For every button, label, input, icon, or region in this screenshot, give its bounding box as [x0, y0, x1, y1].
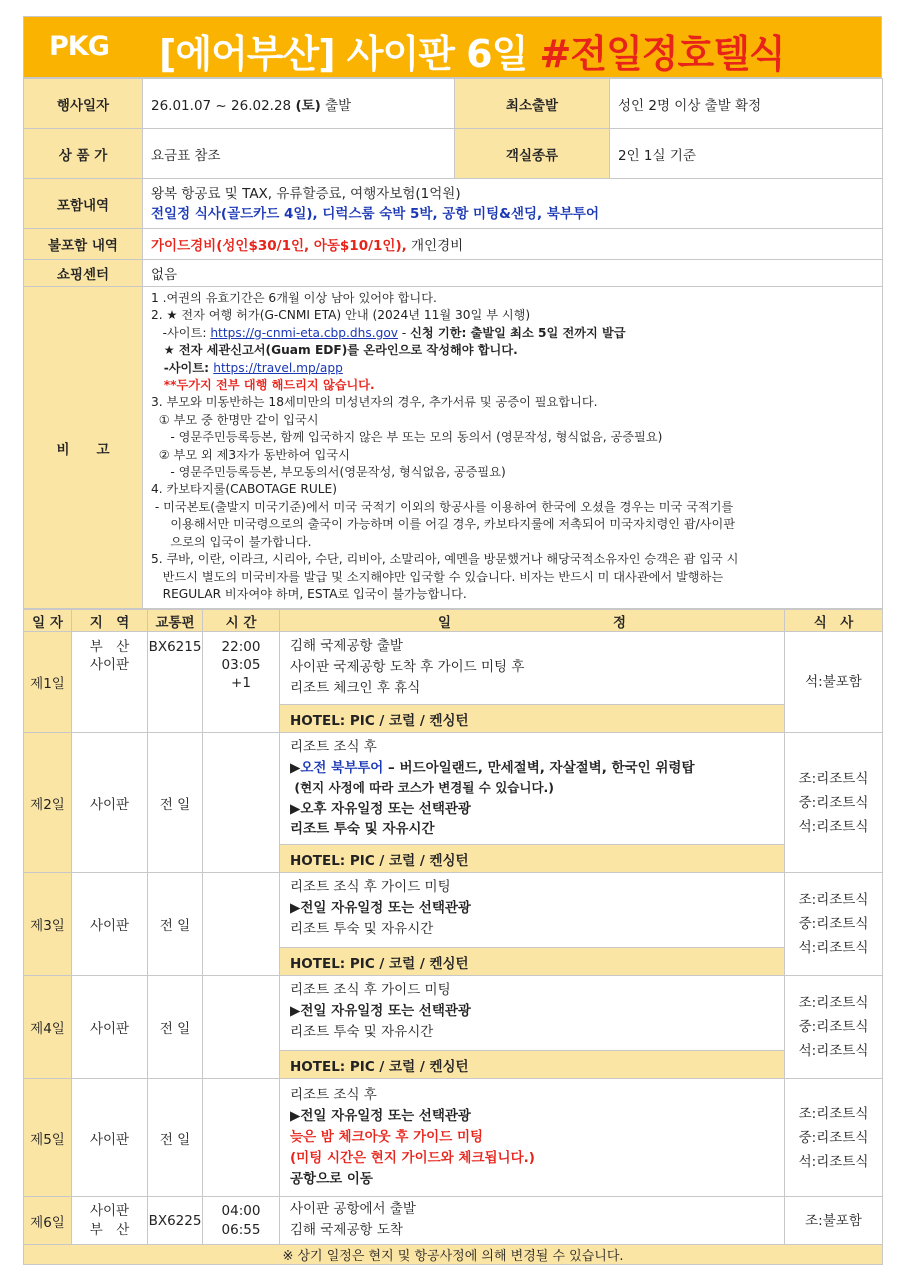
header-time: 시 간	[203, 610, 280, 632]
day2-transport: 전 일	[148, 733, 203, 873]
day1-meal: 석:불포함	[785, 632, 883, 733]
day2-row	[24, 733, 883, 845]
min-departure-value: 성인 2명 이상 출발 확정	[610, 79, 883, 129]
day5-row	[24, 1079, 883, 1197]
day4-time	[203, 976, 280, 1079]
day4-transport: 전 일	[148, 976, 203, 1079]
header-schedule: 일 정	[280, 610, 785, 632]
excluded-value: 가이드경비(성인$30/1인, 아동$10/1인), 개인경비	[143, 229, 883, 260]
day3-region: 사이판	[72, 873, 148, 976]
title-main: [에어부산] 사이판 6일	[159, 32, 528, 76]
header-transport: 교통편	[148, 610, 203, 632]
day4-meal: 조:리조트식 중:리조트식 석:리조트식	[785, 976, 883, 1079]
header-day: 일 자	[24, 610, 72, 632]
itinerary-table	[23, 609, 883, 1265]
day5-label: 제5일	[24, 1079, 72, 1197]
day6-schedule: 사이판 공항에서 출발 김해 국제공항 도착	[280, 1197, 785, 1245]
itinerary-document	[23, 16, 882, 1265]
day6-flight: BX6225	[148, 1197, 203, 1245]
day3-time	[203, 873, 280, 976]
shopping-row	[24, 260, 883, 287]
day6-row	[24, 1197, 883, 1245]
day3-schedule: 리조트 조식 후 가이드 미팅 ▶전일 자유일정 또는 선택관광 리조트 투숙 및 자유시간	[280, 873, 785, 948]
price-row	[24, 129, 883, 179]
day2-meal: 조:리조트식 중:리조트식 석:리조트식	[785, 733, 883, 873]
day3-label: 제3일	[24, 873, 72, 976]
day1-schedule: 김해 국제공항 출발 사이판 국제공항 도착 후 가이드 미팅 후 리조트 체크인 후 휴식	[280, 632, 785, 705]
day1-hotel: HOTEL: PIC / 코럴 / 켄싱턴	[280, 705, 785, 733]
day3-transport: 전 일	[148, 873, 203, 976]
day6-region: 사이판 부 산	[72, 1197, 148, 1245]
day5-transport: 전 일	[148, 1079, 203, 1197]
room-label: 객실종류	[455, 129, 610, 179]
shopping-label: 쇼핑센터	[24, 260, 143, 287]
day6-label: 제6일	[24, 1197, 72, 1245]
header-meal: 식 사	[785, 610, 883, 632]
day5-region: 사이판	[72, 1079, 148, 1197]
period-row	[24, 79, 883, 129]
notes-content: 1 .여권의 유효기간은 6개월 이상 남아 있어야 합니다. 2. ★ 전자 여행 허가(G-CNMI ETA) 안내 (2024년 11월 30일 부 시행) -사이트: https://g-cnmi-eta.cbp.dhs.gov - 신청 기한: 출발일 최소 5일 전까지 발급 ★ 전자 세관신고서(Guam EDF)를 온라인으로 작성해야 합니다. -사이트: https://travel.mp/app **두가지 전부 대행 해드리지 않습니다. 3. 부모와 미동반하는 18세미만의 미성년자의 경우, 추가서류 및 공증이 필요합니다. ① 부모 중 한명만 같이 입국시 - 영문주민등록등본, 함께 입국하지 않은 부 또는 모의 동의서 (영문작성, 형식없음, 공증필요) ② 부모 외 제3자가 동반하여 입국시 - 영문주민등록등본, 부모동의서(영문작성, 형식없음, 공증필요) 4. 카보타지룰(CABOTAGE RULE) - 미국본토(출발지 미국기준)에서 미국 국적기 이외의 항공사를 이용하여 한국에 오셨을 경우는 미국 국적기를 이용해서만 미국령으로의 출국이 가능하며 이를 어길 경우, 카보타지룰에 저촉되어 미국자치령인 괌/사이판 으로의 입국이 불가합니다. 5. 쿠바, 이란, 이라크, 시리아, 수단, 리비아, 소말리아, 예멘을 방문했거나 해당국적소유자인 승객은 괌 입국 시 반드시 별도의 미국비자를 발급 및 소지해야만 입국할 수 있습니다. 비자는 반드시 미 대사관에서 발행하는 REGULAR 비자여야 하며, ESTA로 입국이 불가능합니다.	[143, 287, 883, 609]
day2-hotel: HOTEL: PIC / 코럴 / 켄싱턴	[280, 845, 785, 873]
itinerary-header	[24, 610, 883, 632]
day6-time: 04:00 06:55	[203, 1197, 280, 1245]
title-banner	[23, 16, 882, 78]
period-value: 26.01.07 ~ 26.02.28 (토) 출발	[143, 79, 455, 129]
day6-meal: 조:불포함	[785, 1197, 883, 1245]
day1-region: 부 산 사이판	[72, 632, 148, 733]
period-label: 행사일자	[24, 79, 143, 129]
included-value: 왕복 항공료 및 TAX, 유류할증료, 여행자보험(1억원) 전일정 식사(골드카드 4일), 디럭스룸 숙박 5박, 공항 미팅&샌딩, 북부투어	[143, 179, 883, 229]
page-title	[159, 23, 785, 78]
day3-row	[24, 873, 883, 948]
edf-site-link[interactable]: https://travel.mp/app	[213, 360, 343, 375]
title-highlight: #전일정호텔식	[539, 32, 785, 76]
eta-site-link[interactable]: https://g-cnmi-eta.cbp.dhs.gov	[210, 325, 398, 340]
day5-time	[203, 1079, 280, 1197]
room-value: 2인 1실 기준	[610, 129, 883, 179]
day5-meal: 조:리조트식 중:리조트식 석:리조트식	[785, 1079, 883, 1197]
itinerary-footer-row	[24, 1245, 883, 1265]
excluded-row	[24, 229, 883, 260]
price-label: 상 품 가	[24, 129, 143, 179]
day4-region: 사이판	[72, 976, 148, 1079]
included-label: 포함내역	[24, 179, 143, 229]
day2-schedule: 리조트 조식 후 ▶오전 북부투어 – 버드아일랜드, 만세절벽, 자살절벽, 한국인 위령탑 (현지 사정에 따라 코스가 변경될 수 있습니다.) ▶오후 자유일정 또는 선택관광 리조트 투숙 및 자유시간	[280, 733, 785, 845]
day5-schedule: 리조트 조식 후 ▶전일 자유일정 또는 선택관광 늦은 밤 체크아웃 후 가이드 미팅 (미팅 시간은 현지 가이드와 체크됩니다.) 공항으로 이동	[280, 1079, 785, 1197]
day1-row	[24, 632, 883, 705]
day4-row	[24, 976, 883, 1051]
day4-hotel: HOTEL: PIC / 코럴 / 켄싱턴	[280, 1051, 785, 1079]
header-region: 지 역	[72, 610, 148, 632]
day2-time	[203, 733, 280, 873]
product-info-table	[23, 78, 883, 609]
itinerary-footer-note: ※ 상기 일정은 현지 및 항공사정에 의해 변경될 수 있습니다.	[24, 1245, 883, 1265]
day4-schedule: 리조트 조식 후 가이드 미팅 ▶전일 자유일정 또는 선택관광 리조트 투숙 및 자유시간	[280, 976, 785, 1051]
day1-label: 제1일	[24, 632, 72, 733]
day3-hotel: HOTEL: PIC / 코럴 / 켄싱턴	[280, 948, 785, 976]
shopping-value: 없음	[143, 260, 883, 287]
excluded-label: 불포함 내역	[24, 229, 143, 260]
notes-label: 비 고	[24, 287, 143, 609]
pkg-label: PKG	[49, 31, 109, 62]
day4-label: 제4일	[24, 976, 72, 1079]
day3-meal: 조:리조트식 중:리조트식 석:리조트식	[785, 873, 883, 976]
price-value: 요금표 참조	[143, 129, 455, 179]
min-departure-label: 최소출발	[455, 79, 610, 129]
day2-region: 사이판	[72, 733, 148, 873]
notes-row	[24, 287, 883, 609]
day2-label: 제2일	[24, 733, 72, 873]
day1-time: 22:00 03:05 +1	[203, 632, 280, 733]
included-row	[24, 179, 883, 229]
day1-flight: BX6215	[148, 632, 203, 733]
